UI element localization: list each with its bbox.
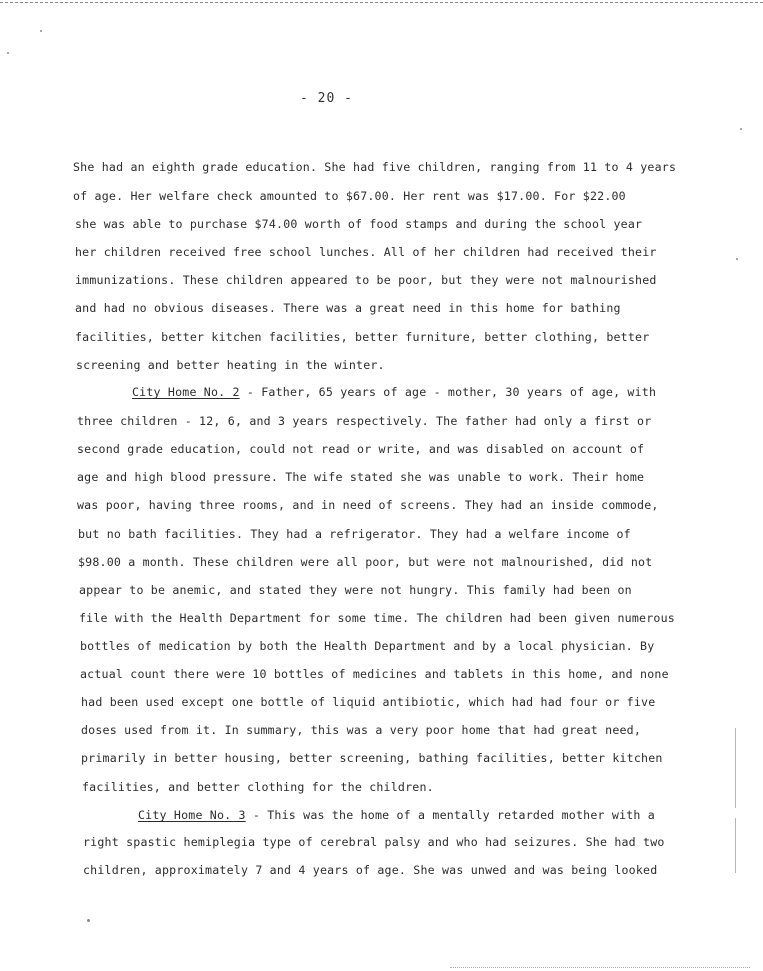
line-text: her children received free school lunches. All of her children had received their [75,245,657,259]
line-text: was poor, having three rooms, and in need of screens. They had an inside commode, [77,498,659,512]
text-line [81,751,663,765]
scan-speck [736,258,738,260]
line-text: age and high blood pressure. The wife stated she was unable to work. Their home [77,470,645,484]
line-text: appear to be anemic, and stated they were not hungry. This family had been on [79,583,632,597]
text-line [79,611,675,625]
section-heading-line [132,385,656,399]
section-heading: City Home No. 2 [132,385,240,399]
line-text: actual count there were 10 bottles of medicines and tablets in this home, and none [80,667,669,681]
text-line [78,555,652,569]
line-text: of age. Her welfare check amounted to $67.00. Her rent was $17.00. For $22.00 [73,189,626,203]
text-line [83,835,665,849]
line-text: and had no obvious diseases. There was a great need in this home for bathing [75,301,621,315]
text-line [73,160,676,174]
text-line [77,442,644,456]
text-line [75,273,657,287]
text-line [77,498,659,512]
line-text: - Father, 65 years of age - mother, 30 years of age, with [239,385,657,399]
line-text: children, approximately 7 and 4 years of age. She was unwed and was being looked [83,863,658,877]
text-line [81,695,655,709]
scan-bottom-edge [450,967,750,968]
scan-margin-mark [735,818,736,873]
scan-speck [7,52,9,54]
section-heading-line [138,808,655,822]
scan-margin-mark [735,728,736,808]
text-line [80,667,669,681]
line-text: three children - 12, 6, and 3 years respectively. The father had only a first or [77,414,652,428]
line-text: - This was the home of a mentally retarded mother with a [245,808,655,822]
line-text: but no bath facilities. They had a refrigerator. They had a welfare income of [78,527,631,541]
page-number: - 20 - [300,91,353,106]
text-line [75,245,657,259]
section-heading: City Home No. 3 [138,808,246,822]
text-line [76,358,385,372]
text-line [75,330,649,344]
text-line [78,527,631,541]
line-text: bottles of medication by both the Health Department and by a local physician. By [80,639,655,653]
line-text: primarily in better housing, better screening, bathing facilities, better kitchen [81,751,663,765]
line-text: second grade education, could not read or write, and was disabled on account of [77,442,645,456]
text-line [75,301,621,315]
text-line [79,583,632,597]
line-text: $98.00 a month. These children were all poor, but were not malnourished, did not [78,555,653,569]
line-text: she was able to purchase $74.00 worth of food stamps and during the school year [75,217,643,231]
text-line [80,639,654,653]
scan-top-edge [0,2,763,3]
line-text: screening and better heating in the winter. [76,358,385,372]
scan-speck [87,919,90,922]
text-line [77,470,644,484]
line-text: doses used from it. In summary, this was a very poor home that had great need, [81,723,642,737]
scan-speck [40,30,42,32]
line-text: facilities, and better clothing for the children. [82,780,434,794]
text-line [82,780,434,794]
line-text: right spastic hemiplegia type of cerebral palsy and who had seizures. She had two [83,835,665,849]
line-text: file with the Health Department for some time. The children had been given numerous [79,611,675,625]
text-line [73,189,626,203]
text-line [81,723,641,737]
text-line [83,863,657,877]
line-text: immunizations. These children appeared to be poor, but they were not malnourished [75,273,657,287]
text-line [77,414,651,428]
line-text: had been used except one bottle of liquid antibiotic, which had had four or five [81,695,656,709]
line-text: She had an eighth grade education. She had five children, ranging from 11 to 4 years [73,160,677,174]
scan-speck [740,128,742,130]
line-text: facilities, better kitchen facilities, better furniture, better clothing, better [75,330,650,344]
text-line [75,217,642,231]
